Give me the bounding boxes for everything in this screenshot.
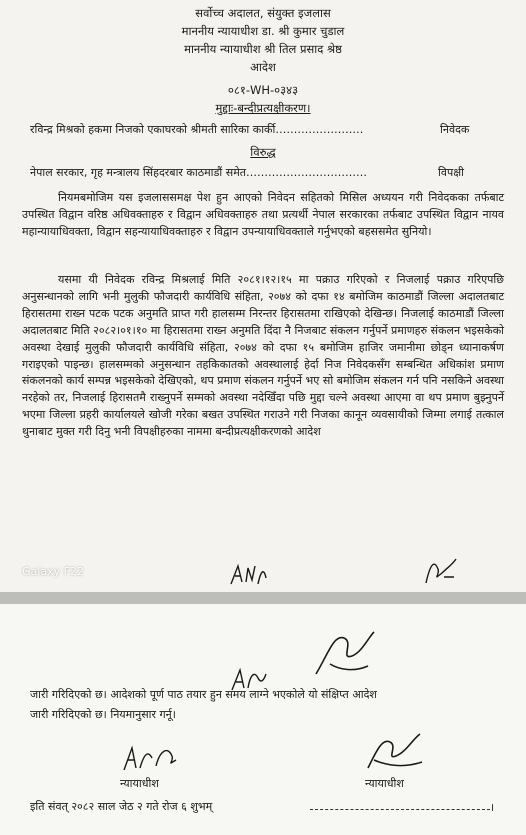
petitioner-role: निवेदक — [440, 123, 470, 136]
versus-heading: विरुद्ध — [250, 145, 276, 159]
case-subject: मुद्दाः-बन्दीप्रत्यक्षीकरण। — [215, 101, 311, 115]
date-line-dashes — [310, 809, 490, 810]
camera-watermark: Galaxy F22 — [22, 565, 84, 578]
petitioner-line: रविन्द्र मिश्रको हकमा निजको एकाघरको श्रीमती सारिका कार्की…………………… — [30, 123, 364, 136]
document-page-2 — [0, 604, 526, 835]
order-heading: आदेश — [250, 60, 276, 74]
judge-label-right: न्यायाधीश — [365, 777, 404, 790]
court-name: सर्वोच्च अदालत, संयुक्त इजलास — [195, 6, 331, 20]
judge-signature-left — [120, 740, 180, 776]
continuation-line-2: जारी गरिदिएको छ। नियमानुसार गर्नू। — [30, 708, 176, 721]
continuation-line-1: जारी गरिदिएको छ। आदेशको पूर्ण पाठ तयार हुन समय लाग्ने भएकोले यो संक्षिप्त आदेश — [30, 688, 377, 701]
paragraph-1: नियमबमोजिम यस इजलाससमक्ष पेश हुन आएको निवेदन सहितको मिसिल अध्ययन गरी निवेदकका तर्फबाट उपस्थित विद्वान वरिष्ठ अधिवक्ताहरु र विद्वान अधिवक्ताहरु तथा प्रत्यर्थी नेपाल सरकारका तर्फबाट उपस्थित विद्वान नायव महान्यायाधिवक्ता, विद्वान सहन्यायाधिवक्ताहरु र विद्वान उपन्यायाधिवक्ताले गर्नुभएको बहससमेत सुनियो। — [22, 191, 504, 238]
initials-signature-right — [420, 555, 460, 587]
judge-label-left: न्यायाधीश — [120, 777, 159, 790]
date-line: इति संवत् २०८२ साल जेठ २ गते रोज ६ शुभम् — [30, 800, 213, 813]
judge-signature-right — [360, 730, 430, 774]
respondent-line: नेपाल सरकार, गृह मन्त्रालय सिंहदरबार काठमाडौं समेत…………………………… — [30, 166, 368, 179]
case-number: ०८१-WH-०३४३ — [227, 83, 299, 97]
page-gap — [0, 592, 526, 604]
initials-signature-left — [228, 560, 268, 590]
judge-signature-top — [310, 624, 380, 684]
judge-2: माननीय न्यायाधीश श्री तिल प्रसाद श्रेष्ठ — [184, 42, 342, 56]
judge-1: माननीय न्यायाधीश डा. श्री कुमार चुडाल — [181, 24, 345, 38]
paragraph-2: यसमा यी निवेदक रविन्द्र मिश्रलाई मिति २०८१।१२।१५ मा पक्राउ गरिएको र निजलाई पक्राउ गरिएपछि अनुसन्धानको लागि भनी मुलुकी फौजदारी कार्यविधि संहिता, २०७४ को दफा १४ बमोजिम काठमाडौं जिल्ला अदालतबाट हिरासतमा राख्न पटक पटक अनुमति प्राप्त गरी हालसम्म निरन्तर हिरासतमा राखिएको देखिन्छ। निजलाई काठमाडौं जिल्ला अदालतबाट मिति २०८२।०१।१० मा हिरासतमा राख्न अनुमति दिंदा नै निजबाट संकलन गर्नुपर्ने प्रमाणहरु संकलन भइसकेको अवस्था देखाई मुलुकी फौजदारी कार्यविधि संहिता, २०७४ को दफा १५ बमोजिम हाजिर जमानीमा छोड्न ध्यानाकर्षण गराइएको पाइन्छ। हालसम्मको अनुसन्धान तहकिकातको अवस्थालाई हेर्दा निज निवेदकसँग सम्बन्धित अधिकांश प्रमाण संकलनको कार्य सम्पन्न भइसकेको देखिएको, थप प्रमाण संकलन गर्नुपर्ने भए सो बमोजिम संकलन गर्न पनि नसकिने अवस्था नरहेको तर, निजलाई हिरासतमै राख्नुपर्ने सम्मको अवस्था नदेखिँदा पछि मुद्दा चल्ने अवस्था आएमा वा थप प्रमाण बुझ्नुपर्ने भएमा जिल्ला प्रहरी कार्यालयले खोजी गरेका बखत उपस्थित गराउने गरी निजका कानून व्यवसायीको जिम्मा लगाई तत्काल थुनाबाट मुक्त गरी दिनु भनी विपक्षीहरुका नाममा बन्दीप्रत्यक्षीकरणको आदेश — [22, 273, 504, 439]
date-line-end: । — [490, 801, 495, 814]
respondent-role: विपक्षी — [438, 166, 464, 179]
